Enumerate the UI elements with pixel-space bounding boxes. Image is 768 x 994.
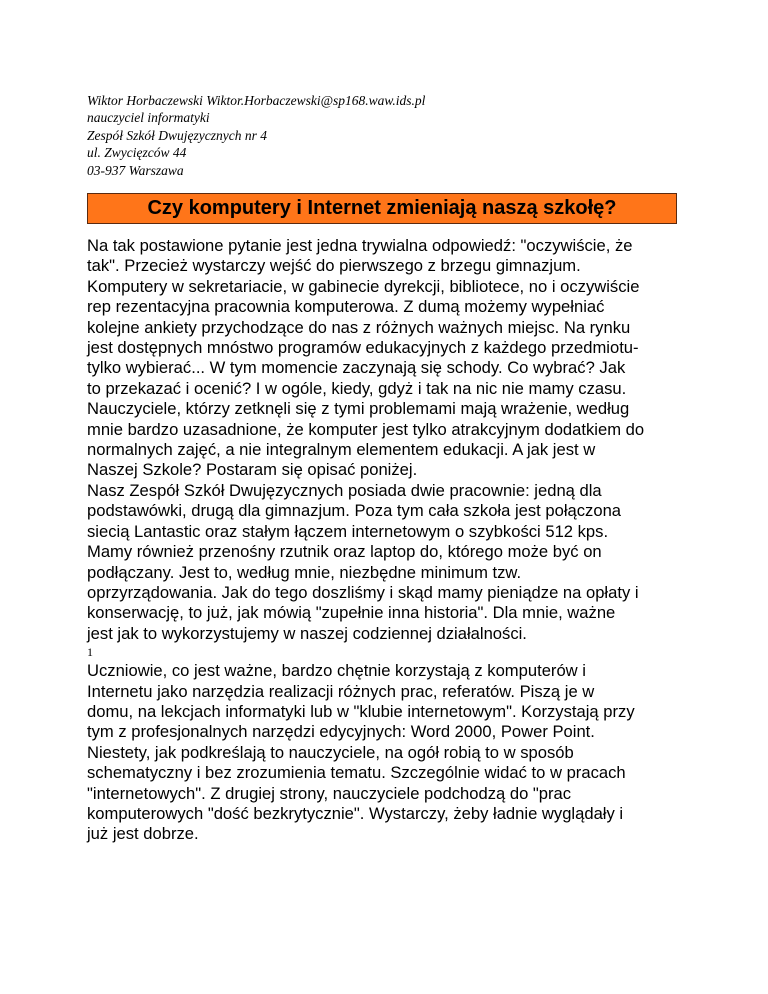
author-role: nauczyciel informatyki: [87, 110, 210, 126]
author-name-email: Wiktor Horbaczewski Wiktor.Horbaczewski@sp168.waw.ids.pl: [87, 93, 426, 108]
paragraph-3: [87, 661, 687, 845]
text-line: siecią Lantastic oraz stałym łączem internetowym o szybkości 512 kps.: [87, 521, 609, 541]
school-name: Zespół Szkół Dwujęzycznych nr 4: [87, 127, 267, 143]
title-banner: [87, 193, 677, 224]
text-line: tylko wybierać... W tym momencie zaczynają się schody. Co wybrać? Jak: [87, 358, 626, 378]
text-line: Niestety, jak podkreślają to nauczyciele, na ogół robią to w sposób: [87, 742, 574, 762]
text-line: schematyczny i bez zrozumienia tematu. Szczególnie widać to w pracach: [87, 763, 626, 783]
article-body: [87, 236, 687, 845]
school-city: 03-937 Warszawa: [87, 162, 184, 178]
text-line: Mamy również przenośny rzutnik oraz laptop do, którego może być on: [87, 542, 602, 562]
text-line: Nauczyciele, którzy zetknęli się z tymi problemami mają wrażenie, według: [87, 399, 630, 419]
text-line: "internetowych". Z drugiej strony, nauczyciele podchodzą do "prac: [87, 783, 572, 803]
text-line: Naszej Szkole? Postaram się opisać poniżej.: [87, 460, 418, 480]
text-line: Nasz Zespół Szkół Dwujęzycznych posiada dwie pracownie: jedną dla: [87, 480, 602, 500]
text-line: jest jak to wykorzystujemy w naszej codziennej działalności.: [87, 623, 527, 643]
school-street: ul. Zwycięzców 44: [87, 145, 187, 161]
text-line: jest dostępnych mnóstwo programów edukacyjnych z każdego przedmiotu-: [87, 338, 639, 358]
text-line: Internetu jako narzędzia realizacji różnych prac, referatów. Piszą je w: [87, 681, 595, 701]
page-number: 1: [87, 645, 93, 660]
author-header: [87, 92, 425, 179]
text-line: domu, na lekcjach informatyki lub w "klubie internetowym". Korzystają przy: [87, 701, 635, 721]
text-line: normalnych zajęć, a nie integralnym elementem edukacji. A jak jest w: [87, 440, 596, 460]
text-line: Na tak postawione pytanie jest jedna trywialna odpowiedź: "oczywiście, że: [87, 236, 633, 255]
text-line: Uczniowie, co jest ważne, bardzo chętnie korzystają z komputerów i: [87, 661, 586, 681]
text-line: tym z profesjonalnych narzędzi edycyjnych: Word 2000, Power Point.: [87, 722, 595, 742]
paragraph-1: [87, 236, 687, 481]
text-line: Komputery w sekretariacie, w gabinecie dyrekcji, bibliotece, no i oczywiście: [87, 276, 640, 296]
text-line: komputerowych "dość bezkrytycznie". Wystarczy, żeby ładnie wyglądały i: [87, 803, 624, 823]
text-line: mnie bardzo uzasadnione, że komputer jest tylko atrakcyjnym dodatkiem do: [87, 419, 645, 439]
text-line: to przekazać i ocenić? I w ogóle, kiedy, gdyż i tak na nic nie mamy czasu.: [87, 378, 627, 398]
text-line: już jest dobrze.: [87, 824, 199, 844]
text-line: rep rezentacyjna pracownia komputerowa. Z dumą możemy wypełniać: [87, 297, 605, 317]
text-line: tak". Przecież wystarczy wejść do pierwszego z brzegu gimnazjum.: [87, 256, 581, 276]
text-line: podstawówki, drugą dla gimnazjum. Poza tym cała szkoła jest połączona: [87, 501, 622, 521]
text-line: konserwację, to już, jak mówią "zupełnie inna historia". Dla mnie, ważne: [87, 603, 616, 623]
document-title: Czy komputery i Internet zmieniają naszą szkołę?: [147, 197, 617, 219]
paragraph-2: [87, 481, 687, 644]
text-line: podłączany. Jest to, według mnie, niezbędne minimum tzw.: [87, 562, 522, 582]
text-line: oprzyrządowania. Jak do tego doszliśmy i skąd mamy pieniądze na opłaty i: [87, 582, 639, 602]
text-line: kolejne ankiety przychodzące do nas z różnych ważnych miejsc. Na rynku: [87, 317, 631, 337]
